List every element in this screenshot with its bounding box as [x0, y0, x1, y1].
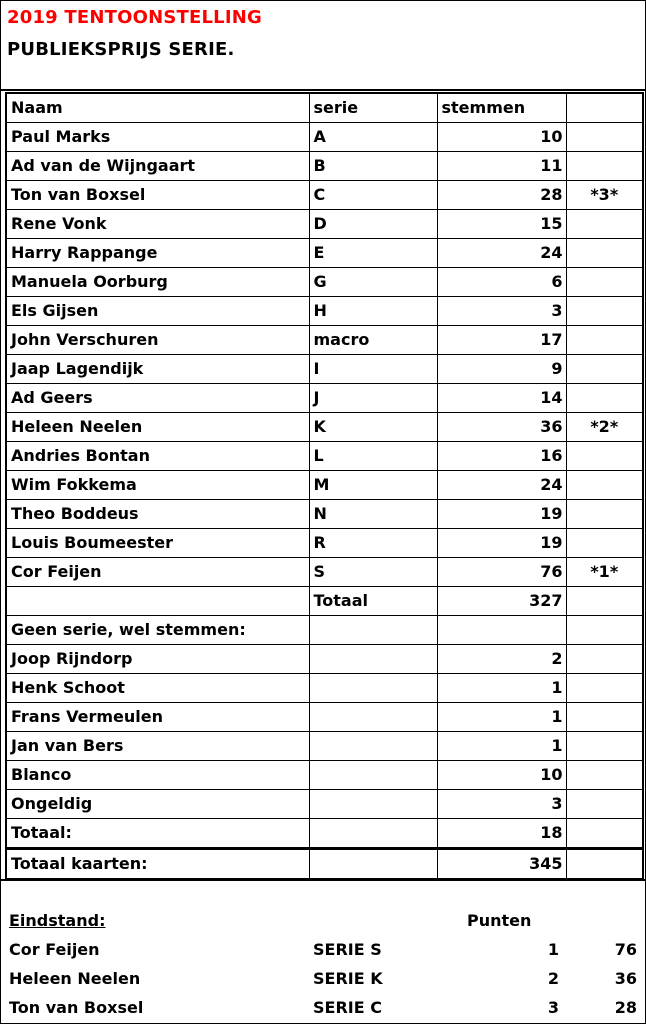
table-row — [6, 181, 643, 210]
cell-naam: Heleen Neelen — [6, 413, 309, 442]
cell-extra — [566, 616, 643, 645]
table-row — [6, 558, 643, 587]
cell-extra — [566, 268, 643, 297]
cell-extra — [566, 500, 643, 529]
cell-extra — [566, 674, 643, 703]
cell-stemmen: 14 — [437, 384, 566, 413]
cell-naam — [6, 587, 309, 616]
cell-extra — [566, 529, 643, 558]
cell-serie: S — [309, 558, 437, 587]
table-row — [6, 152, 643, 181]
cell-stemmen: 327 — [437, 587, 566, 616]
cell-serie — [309, 732, 437, 761]
cell-stemmen: 11 — [437, 152, 566, 181]
cell-serie — [309, 790, 437, 819]
cell-naam: Jaap Lagendijk — [6, 355, 309, 384]
cell-stemmen — [437, 616, 566, 645]
cell-extra — [566, 471, 643, 500]
eindstand-punten: 76 — [614, 940, 637, 959]
table-row — [6, 442, 643, 471]
page-subtitle: PUBLIEKSPRIJS SERIE. — [7, 39, 235, 60]
cell-stemmen: 24 — [437, 471, 566, 500]
cell-stemmen: 345 — [437, 849, 566, 880]
table-row — [6, 790, 643, 819]
eindstand-row — [1, 936, 645, 964]
cell-serie: A — [309, 123, 437, 152]
cell-extra — [566, 239, 643, 268]
cell-naam: Rene Vonk — [6, 210, 309, 239]
cell-serie: macro — [309, 326, 437, 355]
cell-serie — [309, 761, 437, 790]
cell-serie: H — [309, 297, 437, 326]
cell-extra — [566, 703, 643, 732]
punten-label: Punten — [467, 911, 532, 930]
cell-stemmen: 1 — [437, 703, 566, 732]
cell-extra — [566, 355, 643, 384]
eindstand-naam: Ton van Boxsel — [9, 998, 144, 1017]
cell-serie: M — [309, 471, 437, 500]
cell-naam: Ad Geers — [6, 384, 309, 413]
cell-naam: Andries Bontan — [6, 442, 309, 471]
eindstand-plaats: 3 — [547, 998, 559, 1017]
cell-extra — [566, 761, 643, 790]
table-row — [6, 616, 643, 645]
cell-stemmen: 1 — [437, 732, 566, 761]
table-row — [6, 703, 643, 732]
cell-naam: Ongeldig — [6, 790, 309, 819]
header-serie: serie — [309, 93, 437, 123]
table-row — [6, 239, 643, 268]
cell-naam: Theo Boddeus — [6, 500, 309, 529]
cell-stemmen: 15 — [437, 210, 566, 239]
eindstand-naam: Heleen Neelen — [9, 969, 141, 988]
cell-serie: C — [309, 181, 437, 210]
cell-stemmen: 10 — [437, 761, 566, 790]
cell-extra: *2* — [566, 413, 643, 442]
cell-naam: Manuela Oorburg — [6, 268, 309, 297]
cell-extra: *1* — [566, 558, 643, 587]
cell-naam: Jan van Bers — [6, 732, 309, 761]
header-stemmen: stemmen — [437, 93, 566, 123]
cell-extra — [566, 587, 643, 616]
cell-naam: Joop Rijndorp — [6, 645, 309, 674]
cell-stemmen: 17 — [437, 326, 566, 355]
cell-naam: Blanco — [6, 761, 309, 790]
cell-extra — [566, 326, 643, 355]
cell-naam: Harry Rappange — [6, 239, 309, 268]
cell-stemmen: 19 — [437, 529, 566, 558]
header-naam: Naam — [6, 93, 309, 123]
cell-stemmen: 19 — [437, 500, 566, 529]
cell-naam: John Verschuren — [6, 326, 309, 355]
cell-serie: L — [309, 442, 437, 471]
cell-serie: K — [309, 413, 437, 442]
votes-table — [5, 92, 644, 880]
table-header-row — [6, 93, 643, 123]
cell-naam: Totaal kaarten: — [6, 849, 309, 880]
cell-stemmen: 28 — [437, 181, 566, 210]
cell-serie — [309, 703, 437, 732]
cell-naam: Totaal: — [6, 819, 309, 849]
table-row — [6, 529, 643, 558]
cell-naam: Louis Boumeester — [6, 529, 309, 558]
table-row — [6, 297, 643, 326]
eindstand-row — [1, 994, 645, 1022]
cell-stemmen: 9 — [437, 355, 566, 384]
divider-top — [1, 89, 645, 91]
cell-extra — [566, 732, 643, 761]
table-row — [6, 674, 643, 703]
cell-stemmen: 36 — [437, 413, 566, 442]
cell-serie: N — [309, 500, 437, 529]
cell-stemmen: 24 — [437, 239, 566, 268]
cell-extra — [566, 123, 643, 152]
cell-serie — [309, 645, 437, 674]
cell-naam: Frans Vermeulen — [6, 703, 309, 732]
table-row — [6, 123, 643, 152]
eindstand-plaats: 1 — [547, 940, 559, 959]
table-row — [6, 500, 643, 529]
cell-naam: Wim Fokkema — [6, 471, 309, 500]
cell-serie — [309, 849, 437, 880]
eindstand-naam: Cor Feijen — [9, 940, 100, 959]
page-title: 2019 TENTOONSTELLING — [7, 7, 262, 28]
cell-naam: Geen serie, wel stemmen: — [6, 616, 309, 645]
cell-serie: G — [309, 268, 437, 297]
cell-extra: *3* — [566, 181, 643, 210]
table-row — [6, 413, 643, 442]
cell-extra — [566, 849, 643, 880]
table-row — [6, 210, 643, 239]
eindstand-punten: 36 — [614, 969, 637, 988]
cell-serie — [309, 674, 437, 703]
cell-naam: Ton van Boxsel — [6, 181, 309, 210]
eindstand-plaats: 2 — [547, 969, 559, 988]
cell-naam: Ad van de Wijngaart — [6, 152, 309, 181]
table-row — [6, 761, 643, 790]
table-row — [6, 471, 643, 500]
cell-stemmen: 10 — [437, 123, 566, 152]
table-row — [6, 384, 643, 413]
cell-naam: Paul Marks — [6, 123, 309, 152]
table-row — [6, 732, 643, 761]
eindstand-serie: SERIE C — [313, 998, 382, 1017]
header-extra — [566, 93, 643, 123]
cell-serie: E — [309, 239, 437, 268]
cell-stemmen: 1 — [437, 674, 566, 703]
cell-serie: I — [309, 355, 437, 384]
eindstand-row — [1, 965, 645, 993]
cell-stemmen: 76 — [437, 558, 566, 587]
cell-extra — [566, 210, 643, 239]
cell-serie: R — [309, 529, 437, 558]
table-row — [6, 819, 643, 849]
cell-extra — [566, 819, 643, 849]
eindstand-punten: 28 — [614, 998, 637, 1017]
cell-stemmen: 18 — [437, 819, 566, 849]
cell-stemmen: 3 — [437, 297, 566, 326]
eindstand-header — [1, 907, 645, 935]
eindstand-serie: SERIE K — [313, 969, 383, 988]
table-row — [6, 326, 643, 355]
cell-stemmen: 2 — [437, 645, 566, 674]
cell-serie: J — [309, 384, 437, 413]
table-row — [6, 849, 643, 880]
cell-naam: Henk Schoot — [6, 674, 309, 703]
cell-serie: B — [309, 152, 437, 181]
table-row — [6, 355, 643, 384]
cell-stemmen: 16 — [437, 442, 566, 471]
cell-extra — [566, 790, 643, 819]
table-row — [6, 587, 643, 616]
cell-serie: Totaal — [309, 587, 437, 616]
cell-extra — [566, 384, 643, 413]
eindstand-serie: SERIE S — [313, 940, 382, 959]
cell-extra — [566, 442, 643, 471]
cell-serie — [309, 616, 437, 645]
eindstand-label: Eindstand: — [9, 911, 106, 930]
cell-stemmen: 6 — [437, 268, 566, 297]
cell-extra — [566, 297, 643, 326]
cell-stemmen: 3 — [437, 790, 566, 819]
divider-bottom — [1, 879, 645, 881]
cell-extra — [566, 645, 643, 674]
cell-serie: D — [309, 210, 437, 239]
table-row — [6, 645, 643, 674]
cell-naam: Cor Feijen — [6, 558, 309, 587]
cell-naam: Els Gijsen — [6, 297, 309, 326]
cell-extra — [566, 152, 643, 181]
cell-serie — [309, 819, 437, 849]
table-row — [6, 268, 643, 297]
